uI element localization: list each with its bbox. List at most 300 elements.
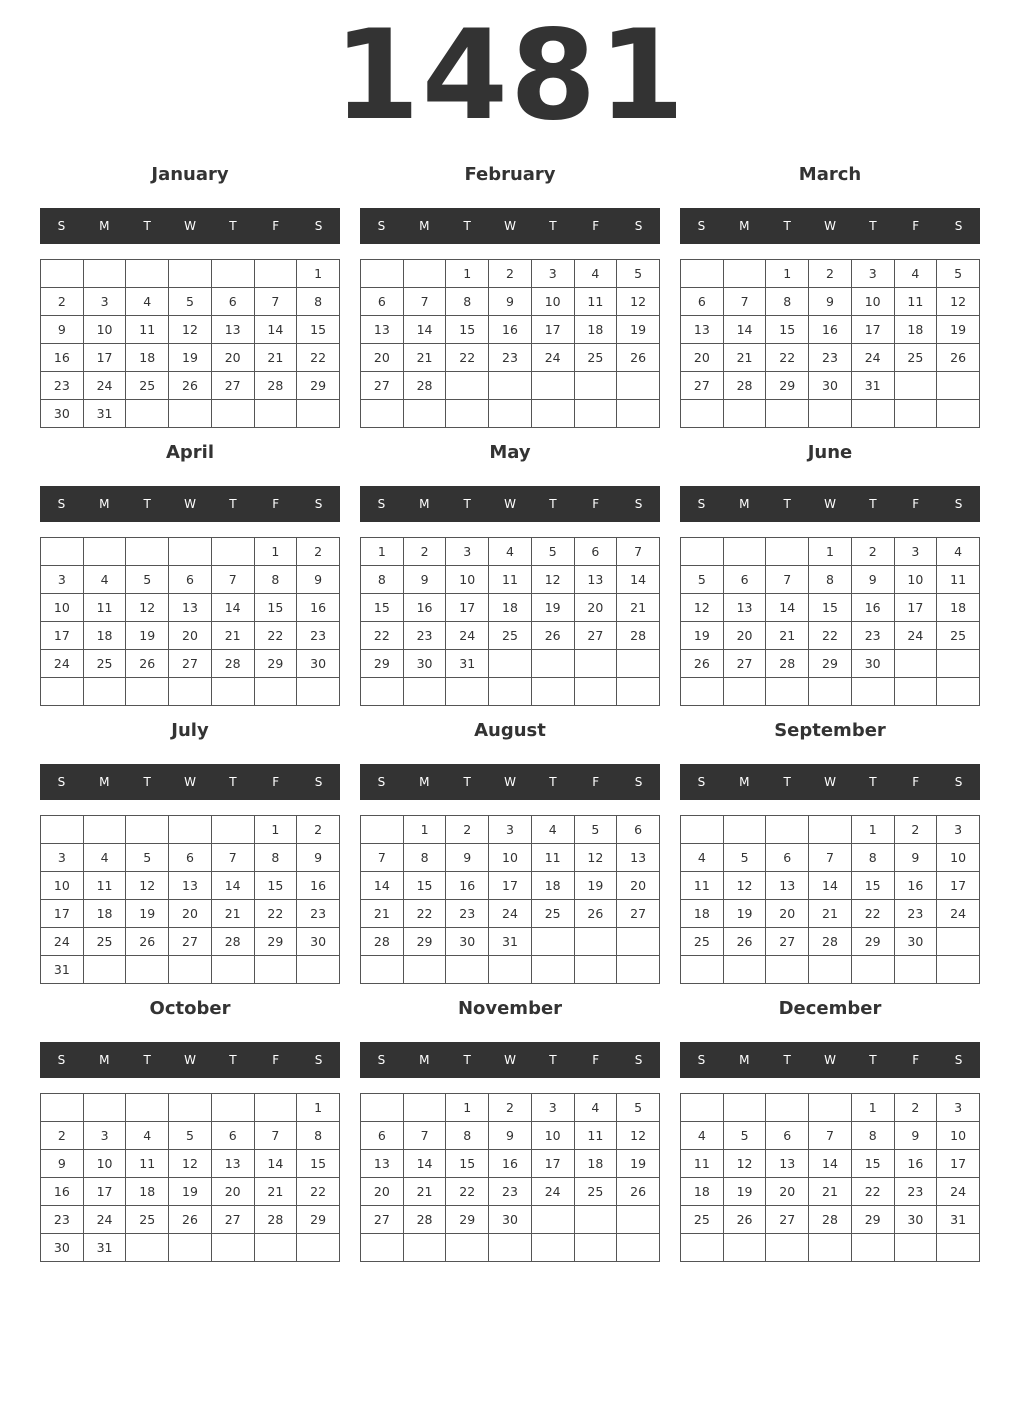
weekday-label: S <box>697 497 706 511</box>
day-cell: 29 <box>403 928 446 956</box>
weekday-label: M <box>99 497 110 511</box>
day-cell: 2 <box>809 260 852 288</box>
week-row <box>681 316 980 344</box>
day-cell <box>574 650 617 678</box>
day-cell: 31 <box>851 372 894 400</box>
day-cell: 4 <box>937 538 980 566</box>
day-cell: 6 <box>766 844 809 872</box>
day-cell: 13 <box>169 594 212 622</box>
weekday-label: M <box>419 497 430 511</box>
weekday-label: F <box>272 497 280 511</box>
day-cell: 9 <box>297 844 340 872</box>
day-cell: 3 <box>531 260 574 288</box>
weekday-header <box>360 486 660 522</box>
day-cell: 5 <box>617 1094 660 1122</box>
day-cell: 9 <box>41 316 84 344</box>
day-cell: 27 <box>169 928 212 956</box>
day-cell <box>254 1234 297 1262</box>
day-cell: 29 <box>809 650 852 678</box>
day-cell <box>126 1234 169 1262</box>
day-cell <box>41 816 84 844</box>
day-cell: 1 <box>809 538 852 566</box>
day-cell <box>126 956 169 984</box>
weekday-label: S <box>57 219 66 233</box>
day-cell: 26 <box>169 1206 212 1234</box>
day-cell: 14 <box>211 872 254 900</box>
month-march <box>680 160 980 430</box>
day-cell: 6 <box>211 288 254 316</box>
month-august <box>360 716 660 986</box>
week-row <box>41 650 340 678</box>
day-cell <box>531 956 574 984</box>
day-cell <box>211 1234 254 1262</box>
day-cell: 8 <box>297 288 340 316</box>
week-row <box>41 400 340 428</box>
weekday-label: S <box>954 219 963 233</box>
day-cell: 3 <box>41 566 84 594</box>
week-row <box>681 372 980 400</box>
day-cell: 11 <box>574 288 617 316</box>
day-cell: 18 <box>574 316 617 344</box>
day-cell <box>937 400 980 428</box>
day-cell <box>531 650 574 678</box>
day-cell: 27 <box>617 900 660 928</box>
day-cell: 6 <box>169 566 212 594</box>
week-row <box>361 678 660 706</box>
day-cell: 25 <box>681 928 724 956</box>
weekday-label: W <box>504 775 516 789</box>
day-cell <box>211 400 254 428</box>
day-cell: 7 <box>809 844 852 872</box>
weekday-label: M <box>419 1053 430 1067</box>
day-cell: 23 <box>446 900 489 928</box>
day-cell: 15 <box>254 594 297 622</box>
day-cell <box>254 678 297 706</box>
day-cell: 15 <box>297 316 340 344</box>
day-cell: 14 <box>254 1150 297 1178</box>
day-cell: 14 <box>254 316 297 344</box>
week-row <box>361 650 660 678</box>
weekday-header <box>40 764 340 800</box>
day-cell <box>489 678 532 706</box>
day-cell: 11 <box>937 566 980 594</box>
week-row <box>681 650 980 678</box>
day-cell: 12 <box>574 844 617 872</box>
day-cell: 18 <box>681 1178 724 1206</box>
month-june <box>680 438 980 708</box>
week-row <box>41 1206 340 1234</box>
day-cell <box>723 678 766 706</box>
day-cell <box>361 1094 404 1122</box>
month-september <box>680 716 980 986</box>
day-cell: 19 <box>937 316 980 344</box>
day-cell <box>937 1234 980 1262</box>
weekday-label: S <box>634 775 643 789</box>
weekday-label: S <box>634 219 643 233</box>
day-cell: 3 <box>937 1094 980 1122</box>
day-grid <box>680 259 980 428</box>
day-cell <box>766 1094 809 1122</box>
week-row <box>681 260 980 288</box>
week-row <box>361 1178 660 1206</box>
day-cell: 30 <box>851 650 894 678</box>
day-cell: 23 <box>297 900 340 928</box>
day-cell: 20 <box>361 1178 404 1206</box>
day-cell: 12 <box>617 1122 660 1150</box>
day-cell: 16 <box>894 872 937 900</box>
weekday-label: T <box>549 1053 557 1067</box>
day-cell: 5 <box>169 1122 212 1150</box>
day-cell: 10 <box>531 1122 574 1150</box>
day-cell <box>937 928 980 956</box>
weekday-label: S <box>377 1053 386 1067</box>
day-cell: 24 <box>894 622 937 650</box>
day-cell: 27 <box>766 1206 809 1234</box>
week-row <box>361 900 660 928</box>
week-row <box>681 1094 980 1122</box>
day-cell: 16 <box>297 872 340 900</box>
day-cell: 18 <box>574 1150 617 1178</box>
day-cell: 14 <box>617 566 660 594</box>
day-cell: 10 <box>41 872 84 900</box>
day-cell <box>531 1206 574 1234</box>
week-row <box>681 900 980 928</box>
weekday-label: M <box>739 1053 750 1067</box>
week-row <box>361 1150 660 1178</box>
day-cell: 31 <box>83 400 126 428</box>
day-cell: 28 <box>403 372 446 400</box>
day-cell: 20 <box>211 344 254 372</box>
day-cell: 19 <box>126 622 169 650</box>
month-october <box>40 994 340 1264</box>
day-cell: 1 <box>297 260 340 288</box>
day-cell <box>403 1234 446 1262</box>
day-cell: 15 <box>361 594 404 622</box>
day-cell <box>574 956 617 984</box>
day-cell: 3 <box>41 844 84 872</box>
day-grid <box>680 537 980 706</box>
day-cell <box>617 372 660 400</box>
weekday-label: T <box>783 219 791 233</box>
day-cell: 22 <box>254 622 297 650</box>
day-cell: 4 <box>574 1094 617 1122</box>
day-cell <box>126 260 169 288</box>
weekday-header <box>360 764 660 800</box>
day-cell: 5 <box>531 538 574 566</box>
day-cell: 4 <box>489 538 532 566</box>
day-cell: 2 <box>851 538 894 566</box>
day-cell: 13 <box>766 1150 809 1178</box>
day-cell: 4 <box>83 844 126 872</box>
day-cell: 25 <box>83 650 126 678</box>
day-cell: 18 <box>126 1178 169 1206</box>
day-cell: 16 <box>894 1150 937 1178</box>
day-cell: 27 <box>723 650 766 678</box>
day-cell: 11 <box>126 316 169 344</box>
day-cell: 17 <box>531 316 574 344</box>
day-cell: 5 <box>169 288 212 316</box>
day-cell: 28 <box>254 372 297 400</box>
day-cell: 20 <box>766 900 809 928</box>
day-cell: 26 <box>617 344 660 372</box>
day-cell: 13 <box>361 316 404 344</box>
day-cell: 18 <box>83 900 126 928</box>
day-cell <box>617 1234 660 1262</box>
month-april <box>40 438 340 708</box>
day-cell <box>83 538 126 566</box>
day-cell: 17 <box>83 1178 126 1206</box>
day-cell: 20 <box>574 594 617 622</box>
day-cell: 25 <box>489 622 532 650</box>
weekday-label: T <box>869 775 877 789</box>
week-row <box>41 538 340 566</box>
week-row <box>41 288 340 316</box>
day-cell <box>254 956 297 984</box>
day-cell: 24 <box>937 1178 980 1206</box>
day-cell: 4 <box>681 844 724 872</box>
weekday-label: F <box>592 497 600 511</box>
day-cell <box>297 956 340 984</box>
day-cell: 27 <box>766 928 809 956</box>
day-cell: 10 <box>446 566 489 594</box>
week-row <box>41 816 340 844</box>
week-row <box>41 622 340 650</box>
day-cell: 4 <box>531 816 574 844</box>
day-cell: 7 <box>254 288 297 316</box>
day-cell: 31 <box>446 650 489 678</box>
day-cell: 9 <box>41 1150 84 1178</box>
weekday-header <box>680 208 980 244</box>
day-cell <box>126 816 169 844</box>
day-cell: 7 <box>361 844 404 872</box>
day-cell: 31 <box>937 1206 980 1234</box>
day-cell: 22 <box>851 1178 894 1206</box>
day-cell: 23 <box>489 344 532 372</box>
day-grid <box>360 537 660 706</box>
day-cell <box>723 260 766 288</box>
day-cell: 24 <box>937 900 980 928</box>
day-cell: 18 <box>681 900 724 928</box>
weekday-label: S <box>954 1053 963 1067</box>
day-cell: 1 <box>446 260 489 288</box>
day-cell: 7 <box>809 1122 852 1150</box>
day-cell: 27 <box>211 372 254 400</box>
day-cell <box>531 1234 574 1262</box>
weekday-label: S <box>377 775 386 789</box>
day-cell: 28 <box>254 1206 297 1234</box>
month-name: March <box>798 164 862 185</box>
week-row <box>361 816 660 844</box>
day-cell <box>809 956 852 984</box>
day-cell: 26 <box>681 650 724 678</box>
weekday-label: T <box>229 1053 237 1067</box>
day-cell: 24 <box>41 928 84 956</box>
day-cell: 16 <box>489 316 532 344</box>
day-cell: 7 <box>403 1122 446 1150</box>
day-cell: 26 <box>531 622 574 650</box>
day-cell <box>894 1234 937 1262</box>
day-cell: 3 <box>83 288 126 316</box>
day-cell: 21 <box>617 594 660 622</box>
day-cell: 25 <box>126 372 169 400</box>
weekday-label: T <box>463 775 471 789</box>
day-cell: 28 <box>211 650 254 678</box>
day-cell: 16 <box>809 316 852 344</box>
day-cell: 19 <box>617 1150 660 1178</box>
weekday-label: F <box>912 497 920 511</box>
weekday-label: T <box>549 219 557 233</box>
month-name: September <box>774 720 886 741</box>
day-cell: 5 <box>937 260 980 288</box>
day-cell: 10 <box>851 288 894 316</box>
weekday-header <box>680 764 980 800</box>
weekday-label: W <box>504 219 516 233</box>
weekday-label: F <box>912 219 920 233</box>
weekday-label: F <box>592 219 600 233</box>
day-cell: 19 <box>723 1178 766 1206</box>
weekday-header <box>360 208 660 244</box>
day-cell: 16 <box>41 344 84 372</box>
day-cell <box>83 678 126 706</box>
day-cell: 24 <box>851 344 894 372</box>
day-cell: 23 <box>403 622 446 650</box>
day-cell <box>403 260 446 288</box>
day-cell: 3 <box>531 1094 574 1122</box>
day-cell: 1 <box>254 816 297 844</box>
weekday-label: M <box>419 775 430 789</box>
weekday-label: T <box>143 1053 151 1067</box>
weekday-label: S <box>314 219 323 233</box>
day-cell: 13 <box>766 872 809 900</box>
weekday-label: T <box>229 219 237 233</box>
day-cell: 30 <box>41 400 84 428</box>
day-cell: 2 <box>446 816 489 844</box>
weekday-label: T <box>463 1053 471 1067</box>
day-cell: 24 <box>83 1206 126 1234</box>
day-cell <box>894 956 937 984</box>
day-cell: 4 <box>126 288 169 316</box>
day-cell: 4 <box>126 1122 169 1150</box>
day-cell: 12 <box>169 1150 212 1178</box>
day-cell: 21 <box>403 344 446 372</box>
day-cell: 8 <box>297 1122 340 1150</box>
day-cell: 13 <box>723 594 766 622</box>
day-cell: 20 <box>723 622 766 650</box>
week-row <box>681 1178 980 1206</box>
week-row <box>681 1206 980 1234</box>
day-cell: 29 <box>851 928 894 956</box>
day-cell: 24 <box>83 372 126 400</box>
day-cell <box>894 400 937 428</box>
day-cell <box>446 400 489 428</box>
day-cell: 2 <box>489 260 532 288</box>
day-cell: 24 <box>41 650 84 678</box>
day-cell: 31 <box>41 956 84 984</box>
day-cell: 3 <box>937 816 980 844</box>
week-row <box>361 1094 660 1122</box>
weekday-label: T <box>869 497 877 511</box>
day-cell: 19 <box>617 316 660 344</box>
day-cell: 9 <box>489 288 532 316</box>
day-cell: 23 <box>489 1178 532 1206</box>
day-cell: 27 <box>361 372 404 400</box>
day-cell: 21 <box>254 1178 297 1206</box>
day-cell: 30 <box>41 1234 84 1262</box>
day-cell <box>681 956 724 984</box>
day-cell: 27 <box>681 372 724 400</box>
day-cell <box>361 1234 404 1262</box>
day-cell <box>297 678 340 706</box>
day-cell <box>446 372 489 400</box>
day-cell: 15 <box>403 872 446 900</box>
day-cell <box>361 678 404 706</box>
month-name: January <box>151 164 229 185</box>
weekday-label: S <box>314 497 323 511</box>
month-name: June <box>807 442 853 463</box>
day-cell: 16 <box>446 872 489 900</box>
day-cell: 23 <box>41 1206 84 1234</box>
day-cell: 19 <box>126 900 169 928</box>
day-cell: 8 <box>403 844 446 872</box>
week-row <box>41 1234 340 1262</box>
weekday-label: F <box>592 775 600 789</box>
day-cell: 23 <box>851 622 894 650</box>
day-cell <box>41 260 84 288</box>
day-cell: 30 <box>446 928 489 956</box>
weekday-label: S <box>57 1053 66 1067</box>
week-row <box>361 566 660 594</box>
day-cell <box>489 956 532 984</box>
day-cell <box>723 400 766 428</box>
day-cell <box>361 816 404 844</box>
day-cell: 29 <box>297 372 340 400</box>
day-cell: 12 <box>937 288 980 316</box>
day-cell <box>681 400 724 428</box>
day-cell: 5 <box>681 566 724 594</box>
day-cell: 15 <box>766 316 809 344</box>
day-cell: 28 <box>809 1206 852 1234</box>
weekday-label: W <box>824 1053 836 1067</box>
week-row <box>681 928 980 956</box>
day-cell <box>851 678 894 706</box>
day-cell: 14 <box>361 872 404 900</box>
day-cell: 11 <box>126 1150 169 1178</box>
day-cell: 17 <box>531 1150 574 1178</box>
week-row <box>681 594 980 622</box>
weekday-label: T <box>783 775 791 789</box>
day-cell: 13 <box>361 1150 404 1178</box>
weekday-label: T <box>229 497 237 511</box>
day-cell: 19 <box>169 344 212 372</box>
day-cell: 9 <box>809 288 852 316</box>
day-cell: 14 <box>403 316 446 344</box>
day-cell: 25 <box>531 900 574 928</box>
day-cell: 2 <box>403 538 446 566</box>
day-cell <box>489 650 532 678</box>
day-cell: 20 <box>766 1178 809 1206</box>
day-cell: 27 <box>211 1206 254 1234</box>
day-cell: 6 <box>617 816 660 844</box>
day-cell: 26 <box>617 1178 660 1206</box>
day-cell: 2 <box>297 816 340 844</box>
day-grid <box>40 1093 340 1262</box>
day-cell <box>83 956 126 984</box>
day-cell: 21 <box>211 900 254 928</box>
day-cell: 3 <box>446 538 489 566</box>
day-cell: 25 <box>83 928 126 956</box>
day-cell <box>617 956 660 984</box>
week-row <box>41 1150 340 1178</box>
